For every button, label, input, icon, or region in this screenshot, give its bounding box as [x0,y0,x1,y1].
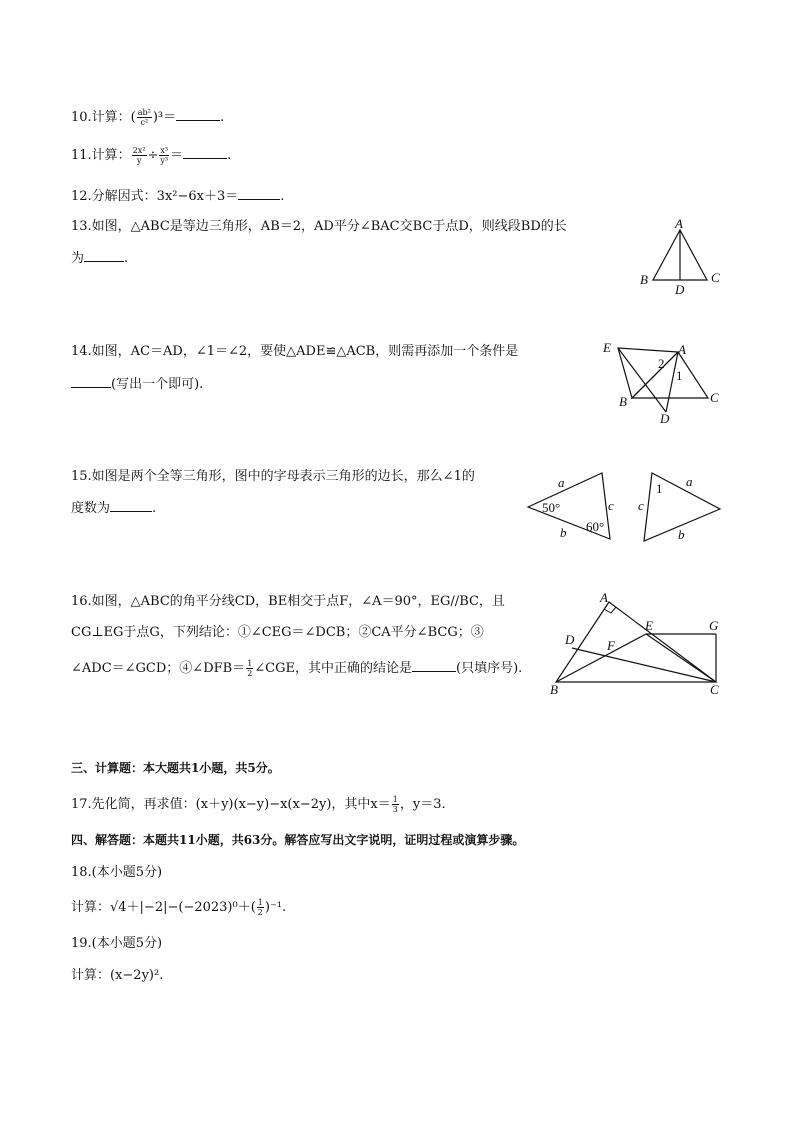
q17-num: 1 [392,795,398,804]
q10-end: . [220,110,225,125]
question-15-line1: 15.如图是两个全等三角形，图中的字母表示三角形的边长，那么∠1的 [71,469,475,484]
side-a-left: a [558,475,565,490]
question-14-line1: 14.如图，AC＝AD，∠1＝∠2，要使△ADE≌△ACB，则需再添加一个条件是 [71,344,519,359]
q10-den: c² [140,118,149,127]
figure-14 [598,338,728,428]
q14-line2: (写出一个即可). [111,377,204,392]
q10-prefix: 10.计算：( [71,110,136,125]
figure-16 [546,588,731,700]
angle-60-label: 60° [586,519,605,534]
q16-line3-a: ∠ADC＝∠GCD；④∠DFB＝ [71,661,246,676]
q15-line2-a: 度数为 [71,501,111,516]
q17-a: 17.先化简，再求值：(x＋y)(x−y)−x(x−2y)，其中x＝ [71,797,391,812]
angle-50-label: 50° [542,500,561,515]
q16-den: 2 [247,669,253,678]
answer-blank[interactable] [110,499,152,512]
q15-line2-b: . [152,501,157,516]
answer-blank[interactable] [412,659,456,672]
answer-blank[interactable] [183,146,227,159]
triangle-abc [556,602,716,682]
angle-2-label: 2 [658,356,665,371]
q11-end: . [227,148,232,163]
q11-fraction-1 [132,146,147,165]
q11-f1-den: y [136,156,142,165]
question-15-line2 [71,499,156,518]
answer-blank[interactable] [71,375,111,388]
question-16-line1: 16.如图，△ABC的角平分线CD，BE相交于点F，∠A＝90°，EG//BC，且 [71,594,505,609]
label-c: C [710,682,719,697]
figure-13 [632,218,732,298]
question-19-head: 19.(本小题5分) [71,936,163,951]
q11-op: ÷ [147,148,159,163]
label-b: B [550,682,558,697]
q18-a: 计算：√4＋|−2|−(−2023)⁰＋( [71,900,256,915]
question-16-line2: CG⊥EG于点G，下列结论：①∠CEG＝∠DCB；②CA平分∠BCG；③ [71,625,484,640]
question-11 [71,146,231,165]
figure-15 [522,465,727,545]
label-a: A [678,342,686,357]
segment-ec [646,634,716,682]
q12-text: 12.分解因式：3x²−6x＋3＝ [71,189,239,204]
q18-num: 1 [257,898,263,907]
question-18-head: 18.(本小题5分) [71,865,163,880]
q10-suffix: )³＝ [152,110,177,125]
q11-f2-num: x³ [160,146,169,155]
answer-blank[interactable] [84,249,124,262]
label-d: D [675,282,685,297]
q18-b: )⁻¹. [264,900,287,915]
q11-f1-num: 2x² [132,146,146,155]
label-c: C [711,270,720,285]
side-c-left: c [608,498,614,513]
q11-prefix: 11.计算： [71,148,131,163]
question-17 [71,795,446,814]
label-a: A [600,590,608,605]
q11-f2-den: y³ [160,156,169,165]
label-f: F [607,638,615,653]
q11-eq: ＝ [170,148,184,163]
answer-blank[interactable] [176,108,220,121]
triangle-ade [618,348,678,398]
side-a-right: a [686,474,693,489]
side-b-right: b [678,527,685,542]
q17-fraction [392,795,399,814]
label-c: C [710,390,719,405]
question-14-line2 [71,375,203,394]
question-13-line2 [71,249,128,268]
label-b: B [619,394,627,409]
label-d: D [565,632,575,647]
label-d: D [660,411,670,426]
question-18-body [71,898,286,917]
angle-1-label: 1 [656,481,663,496]
label-b: B [640,272,648,287]
q12-end: . [280,189,285,204]
label-e: E [603,340,611,355]
question-19-body: 计算：(x−2y)². [71,968,164,983]
q17-b: ，y＝3. [399,797,446,812]
label-g: G [709,618,719,633]
section-4-title: 四、解答题：本题共11小题，共63分。解答应写出文字说明，证明过程或演算步骤。 [71,833,525,847]
q18-den: 2 [257,908,263,917]
side-b-left: b [560,525,567,540]
q17-den: 3 [392,805,398,814]
question-12 [71,187,284,206]
side-c-right: c [638,498,644,513]
q13-line2-a: 为 [71,251,85,266]
segment-cd [572,648,716,682]
q16-line3-c: (只填序号). [456,661,523,676]
q10-fraction [137,108,152,127]
q16-fraction [246,659,253,678]
question-10 [71,108,224,127]
q13-line2-b: . [124,251,129,266]
answer-blank[interactable] [238,187,280,200]
question-16-line3 [71,659,522,678]
q16-line3-b: ∠CGE，其中正确的结论是 [254,661,412,676]
question-13-line1: 13.如图，△ABC是等边三角形，AB＝2，AD平分∠BAC交BC于点D，则线段BD的长 [71,219,567,234]
label-a: A [675,218,683,231]
q11-fraction-2 [159,146,169,165]
angle-1-label: 1 [676,368,683,383]
section-3-title: 三、计算题：本大题共1小题，共5分。 [71,761,280,775]
q10-num: ab² [137,108,151,117]
q16-num: 1 [247,659,253,668]
q18-fraction [257,898,264,917]
label-e: E [645,618,653,633]
